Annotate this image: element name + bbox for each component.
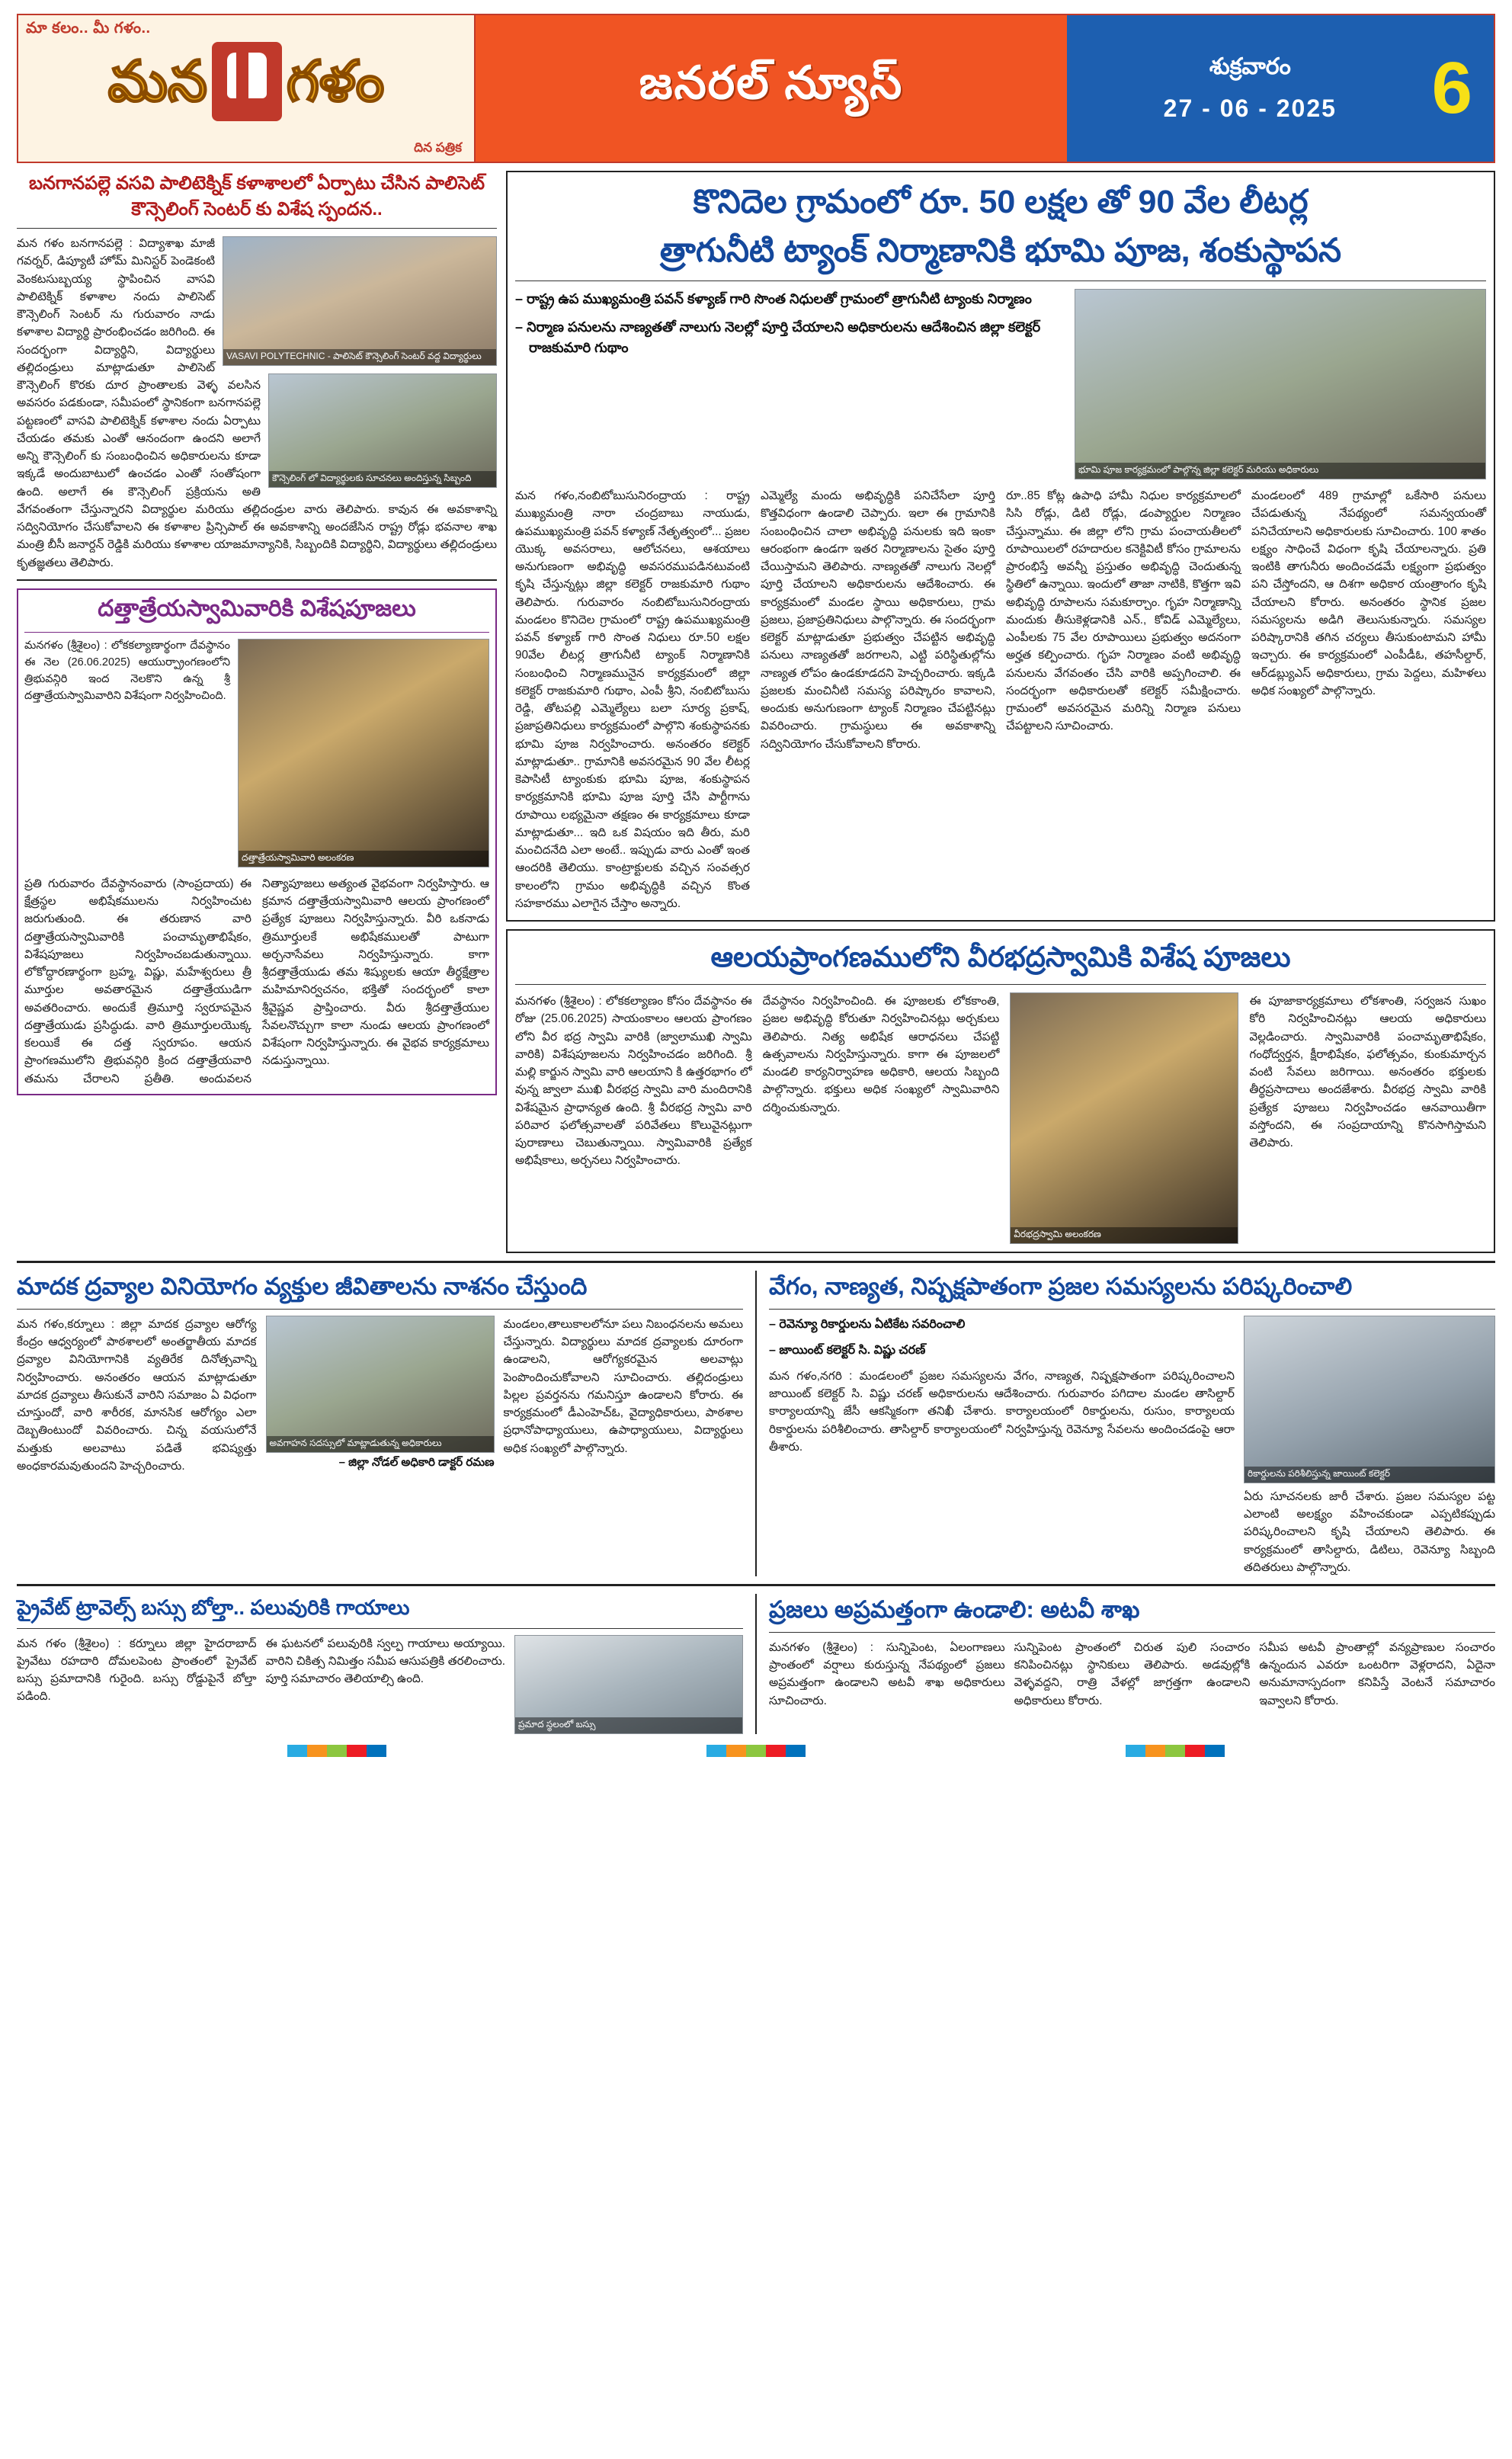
bus-photo-caption: ప్రమాద స్థలంలో బస్సు — [515, 1717, 742, 1733]
masthead — [17, 14, 1495, 163]
main-columns — [17, 171, 1495, 1253]
collector-photo-caption: రికార్డులను పరిశీలిస్తున్న జాయింట్ కలెక్టర్ — [1245, 1467, 1494, 1483]
masthead-date-block — [1067, 15, 1494, 162]
drugs-photo — [266, 1316, 495, 1453]
lower-band — [17, 1271, 1495, 1576]
masthead-logo — [26, 42, 466, 121]
veerabhadra-photo — [1010, 992, 1238, 1244]
drugs-signature: – జిల్లా నోడల్ అధికారి డాక్టర్ రమణ — [338, 1455, 495, 1469]
tank-body-col3: రూ..85 కోట్ల ఉపాధి హామీ నిధుల కార్యక్రమాలలో సిసి రోడ్లు, డిటి రోడ్లు, డంప్యార్డుల నిర్మాణం చేస్తున్నాము. ఈ జిల్లా లోని గ్రామ పంచాయతీలలో రూపాయిలలో రహదారుల కనెక్టివిటీ కోసం గ్రామాలను ప్రారంభిస్తే అవన్నీ ప్రస్తుతం అభివృద్ధి చెందుతున్న స్థితిలో ఉన్నాయి. ఇందులో తాజా నాటికి, కొత్తగా ఇవి అభివృద్ధి రూపాలను సమకూర్చాం. గృహ నిర్మాణాన్ని మందుకు తీసుకెళ్లడానికి ఎన్., కోవిడ్ ఎమ్మెల్యేలు, ఎంపీలకు 75 వేల రూపాయిలు ప్రభుత్వం అదనంగా అర్హత కల్పించారు. గృహ నిర్మాణం వంటి అభివృద్ధి పనులను వేగవంతం చేసి వారికి అప్పగించాలి. ఈ సందర్భంగా అధికారులతో కలెక్టర్ సమీక్షించారు. గ్రామంలో అవసరమైన మరిన్ని నిర్మాణ పనులు చేపట్టాలని సూచించారు. — [1006, 489, 1241, 733]
bottom-band — [17, 1594, 1495, 1733]
veerabhadra-photo-caption: వీరభద్రస్వామి అలంకరణ — [1011, 1227, 1238, 1243]
polytechnic-headline: బనగానపల్లె వసవి పాలిటెక్నిక్ కళాశాలలో ఏర్పాటు చేసిన పాలిసెట్ కౌన్సెలింగ్ సెంటర్ కు విశేష స్పందన.. — [29, 173, 485, 220]
page-number: 6 — [1431, 47, 1472, 129]
tank-body-col1: మన గళం,నంబిటోబుసునిరంద్రాయ : రాష్ట్ర ముఖ్యమంత్రి నారా చంద్రబాబు నాయుడు, ఉపముఖ్యమంత్రి పవన్ కళ్యాణ్ నేతృత్వంలో... ప్రజల యొక్క అవసరాలు, ఆలోచనలు, ఆశయాలు అనుగుణంగా అభివృద్ధి అవసరముపడినటువంటి కృషి చేస్తున్నట్లు జిల్లా కలెక్టర్ రాజకుమారి గుథాం తెలిపారు. గురువారం నంబిటోబుసునిరంద్రాయ మండలం కొనిదెల గ్రామంలో రాష్ట్ర ఉపముఖ్యమంత్రి పవన్ కళ్యాణ్ గారి సొంత నిధులు రూ.50 లక్షల 90వేల లీటర్ల త్రాగునీటి ట్యాంక్ నిర్మాణానికి సంబంధించి నిర్మాణమునైన కార్యక్రమంలో జిల్లా కలెక్టర్ రాజకుమారి గుథాం, ఎంపీ శ్రీని, నంబిటోబుసు రెడ్డి, తోటపల్లి ఎమ్మెల్యేలు బలా సూర్య ప్రకాష్, ప్రజాప్రతినిధులు కార్యక్రమంలో పాల్గొని శంకుస్థాపనకు భూమి పూజ నిర్వహించారు. అనంతరం కలెక్టర్ మాట్లాడుతూ.. గ్రామానికి అవసరమైన 90 వేల లీటర్ల కెపాసిటీ ట్యాంకుకు భూమి పూజ, శంకుస్థాపన కార్యక్రమానికి భూమి పూజ పూర్తి చేసి పార్టీగాను రూపాయి లభ్యమైనా తక్షణం ఈ కార్యక్రమాలు కూడా మాట్లాడుతూ... ఇది ఒక విషయం ఇది తీరు, మరి మంచిదనేది ఎలా అంటే.. ఇప్పుడు వారు ఎంతో ఇంత ఆందరికి తెలియు. కాంట్రాక్టులకు వచ్చిన సంవత్సర కాలంలోని గ్రామం అభివృద్ధికి వచ్చిన కొంత సహకారము ఎలాగైన చేస్తాం అన్నారు. — [515, 489, 750, 910]
tank-headline-line2: త్రాగునీటి ట్యాంక్ నిర్మాణానికి భూమి పూజ, శంకుస్థాపన — [659, 232, 1342, 270]
polytechnic-photo-2-caption: కౌన్సెలింగ్ లో విద్యార్థులకు సూచనలు అందిస్తున్న సిబ్బంది — [269, 471, 496, 487]
story-water-tank — [506, 171, 1495, 922]
collector-body-col2: ఏరు సూచనలకు జారీ చేశారు. ప్రజల సమస్యల పట్ట ఎలాంటి అలక్ష్యం వహించకుండా ఎప్పటికప్పుడు పరిష్కరించాలని కృషి చేయాలని తెలిపారు. ఈ కార్యక్రమంలో తాసిల్దారు, డిటిలు, రెవెన్యూ సిబ్బంది తదితరులు పాల్గొన్నారు. — [1244, 1489, 1495, 1574]
polytechnic-photo-1-caption: VASAVI POLYTECHNIC - పాలిసెట్ కౌన్సెలింగ్ సెంటర్ వద్ద విద్యార్థులు — [223, 349, 496, 365]
forest-body-col3: సమీప అటవీ ప్రాంతాల్లో వన్యప్రాణుల సంచారం ఉన్నందున ఎవరూ ఒంటరిగా వెళ్లరాదని, ఏదైనా అనుమానాస్పదంగా కనిపిస్తే వెంటనే సమాచారం ఇవ్వాలని కోరారు. — [1259, 1640, 1496, 1707]
story-dattatreya — [17, 588, 497, 1095]
collector-bullet-2: – జాయింట్ కలెక్టర్ సి. విష్ణు చరణ్ — [769, 1343, 926, 1357]
collector-bullets — [769, 1316, 1235, 1360]
veerabhadra-body-col2: దేవస్థానం నిర్వహించింది. ఈ పూజలకు లోకకాంతి, ప్రజల అభివృద్ధి కోరుతూ నిర్వహించినట్లు అర్చకులు తెలిపారు. నిత్య అభిషేక ఆరాధనలు చేపట్టి ఉత్సవాలను నిర్వహిస్తున్నారు. కాగా ఈ పూజలలో మండలి కార్యనిర్వాహణ అధికారి, ఆలయ సిబ్బంది పాల్గొన్నారు. భక్తులు అధిక సంఖ్యలో స్వామివారిని దర్శించుకున్నారు. — [762, 995, 1000, 1114]
forest-body-col2: సున్నిపెంట ప్రాంతంలో చిరుత పులి సంచారం కనిపించినట్లు స్థానికులు తెలిపారు. అడవుల్లోకి వెళ్ళవద్దని, రాత్రి వేళల్లో జాగ్రత్తగా ఉండాలని అధికారులు కోరారు. — [1014, 1640, 1251, 1707]
masthead-day: శుక్రవారం — [1209, 54, 1291, 79]
forest-headline: ప్రజలు అప్రమత్తంగా ఉండాలి: అటవీ శాఖ — [769, 1596, 1140, 1624]
drugs-headline: మాదక ద్రవ్యాల వినియోగం వ్యక్తుల జీవితాలను నాశనం చేస్తుంది — [17, 1273, 588, 1300]
drugs-body-col1: మన గళం,కర్నూలు : జిల్లా మాదక ద్రవ్యాల ఆరోగ్య కేంద్రం ఆధ్వర్యంలో పాఠశాలలో అంతర్జాతీయ మాదక ద్రవ్యాల వినియోగానికి వ్యతిరేక దినోత్సవాన్ని నిర్వహించారు. అనంతరం ఆయన మాట్లాడుతూ మాదక ద్రవ్యాలు తీసుకునే వారిని సమాజం ఏ విధంగా చూస్తుందో, వారి శారీరక, మానసిక ఆరోగ్యం ఎలా దెబ్బతింటుందో వివరించారు. చిన్న వయసులోనే మత్తుకు అలవాటు పడితే భవిష్యత్తు అంధకారమవుతుందని హెచ్చరించారు. — [17, 1317, 257, 1473]
polytechnic-photo-1 — [223, 236, 497, 366]
dattatreya-headline: దత్తాత్రేయస్వామివారికి విశేషపూజలు — [98, 595, 416, 621]
tank-body-col2: ఎమ్మెల్యే మందు అభివృద్ధికి పనిచేసేలా పూర్తి కొత్తవిధంగా ఉండాలి చెప్పారు. ఇలా ఈ గ్రామానికి సంబంధించిన చాలా అభివృద్ధి పనులకు ఇది ఇంకా ఆరంభంగా ఉండగా ఇతర నిర్మాణాలను సైతం పూర్తి చేయిస్తామని తెలిపారు. నాణ్యతతో నాలుగు నెలల్లో పూర్తి చేయాలని అధికారులను ఆదేశించారు. ఈ కార్యక్రమంలో మండల స్థాయి అధికారులు, గ్రామ ప్రజలు, ప్రజాప్రతినిధులు పాల్గొన్నారు. ఈ సందర్భంగా కలెక్టర్ మాట్లాడుతూ ప్రభుత్వం చేపట్టిన అభివృద్ధి పనులు నాణ్యతతో జరగాలని, ఎట్టి పరిస్థితుల్లోను నాణ్యత లోపం ఉండకూడదని హెచ్చరించారు. ఇక్కడి ప్రజలకు మంచినీటి సమస్య పరిష్కారం కావాలని, అందుకు అనుగుణంగా ట్యాంక్ నిర్మాణం చేపట్టినట్లు వివరించారు. గ్రామస్థులు ఈ అవకాశాన్ని సద్వినియోగం చేసుకోవాలని కోరారు. — [761, 489, 995, 751]
section-title: జనరల్ న్యూస్ — [639, 57, 904, 108]
tank-bullet-1: – రాష్ట్ర ఉప ముఖ్యమంత్రి పవన్ కళ్యాణ్ గారి సొంత నిధులతో గ్రామంలో త్రాగునీటి ట్యాంకు నిర్మాణం — [515, 291, 1032, 307]
fist-icon — [212, 42, 282, 121]
masthead-section-title-block — [476, 15, 1067, 162]
logo-word-galam: గళం — [286, 50, 385, 113]
masthead-logo-block — [18, 15, 476, 162]
tank-headline-line1: కొనిదెల గ్రామంలో రూ. 50 లక్షల తో 90 వేల లీటర్ల — [693, 184, 1309, 220]
masthead-date: 27 - 06 - 2025 — [1163, 95, 1337, 122]
polytechnic-photo-2 — [268, 373, 497, 488]
collector-headline: వేగం, నాణ్యత, నిష్పక్షపాతంగా ప్రజల సమస్యలను పరిష్కరించాలి — [769, 1273, 1353, 1300]
tank-bullets — [515, 289, 1064, 358]
drugs-photo-caption: అవగాహన సదస్సులో మాట్లాడుతున్న అధికారులు — [267, 1436, 494, 1452]
veerabhadra-headline: ఆలయప్రాంగణములోని వీరభద్రస్వామికి విశేష పూజలు — [710, 941, 1291, 973]
collector-body-col1: మన గళం,నగరి : మండలంలో ప్రజల సమస్యలను వేగం, నాణ్యత, నిష్పక్షపాతంగా పరిష్కరించాలని జాయింట్ కలెక్టర్ సి. విష్ణు చరణ్ అధికారులను ఆదేశించారు. గురువారం పగిదాల మండల తాసిల్దార్ కార్యాలయాన్ని జేసీ ఆకస్మికంగా తనిఖీ చేశారు. కార్యాలయంలో రికార్డులను, రుసుం, కార్యాలయ రికార్డులను పరిశీలించారు. తాసిల్దార్ కార్యాలయంలో నిర్వహిస్తున్న రెవెన్యూ సేవలను అందించడంపై ఆరా తీశారు. — [769, 1369, 1235, 1454]
swatch-group-right — [1126, 1745, 1225, 1757]
dattatreya-photo — [238, 639, 489, 867]
story-polytechnic — [17, 171, 497, 572]
swatch-group-left — [287, 1745, 386, 1757]
logo-word-mana: మన — [107, 50, 207, 113]
masthead-subtitle: దిన పత్రిక — [414, 140, 462, 155]
collector-photo — [1244, 1316, 1495, 1483]
tank-body-col4: మండలంలో 489 గ్రామాల్లో ఒకేసారి పనులు చేపడుతున్న నేపథ్యంలో సమన్వయంతో పనిచేయాలని అధికారులకు సూచించారు. 100 శాతం లక్ష్యం సాధించే విధంగా కృషి చేయాలన్నారు. ప్రతి ఇంటికి తాగునీరు అందించడమే లక్ష్యంగా ప్రభుత్వం పని చేస్తోందని, ఆ దిశగా అధికార యంత్రాంగం కృషి చేయాలని కోరారు. అనంతరం స్థానిక ప్రజల సమస్యలను అడిగి తెలుసుకున్నారు. సమస్యల పరిష్కారానికి తగిన చర్యలు తీసుకుంటామని హామీ ఇచ్చారు. ఈ కార్యక్రమంలో ఎంపీడీఓ, తహసీల్దార్, ఆర్‌డబ్ల్యుఎస్ అధికారులు, గ్రామ పెద్దలు, మహిళలు అధిక సంఖ్యలో పాల్గొన్నారు. — [1251, 489, 1486, 697]
collector-bullet-1: – రెవెన్యూ రికార్డులను ఏటికేట సవరించాలి — [769, 1317, 966, 1331]
footer-color-bars — [17, 1745, 1495, 1762]
bus-photo — [514, 1635, 743, 1734]
veerabhadra-body-col3: ఈ పూజాకార్యక్రమాలు లోకశాంతి, సర్వజన సుఖం కోరి నిర్వహించినట్లు ఆలయ అధికారులు వెల్లడించారు. స్వామివారికి పంచామృతాభిషేకం, గంధోద్వర్తన, క్షీరాభిషేకం, ఫలోత్సవం, కుంకుమార్చన వంటి సేవలు జరిగాయి. అనంతరం భక్తులకు తీర్థప్రసాదాలు అందజేశారు. వీరభద్ర స్వామి వారికి ప్రత్యేక పూజలు నిర్వహించడం ఆనవాయితీగా వస్తోందని, ఈ సంప్రదాయాన్ని కొనసాగిస్తామని తెలిపారు. — [1249, 995, 1487, 1150]
bus-headline: ప్రైవేట్ ట్రావెల్స్ బస్సు బోల్తా.. పలువురికి గాయాలు — [17, 1596, 410, 1620]
dattatreya-dateline: మనగళం (శ్రీశైలం) : లోకకల్యాణార్థంగా దేవస్థానం ఈ నెల (26.06.2025) ఆయుర్ప్రాంగణంలోని త్రిభువన్గిరి ఇంద నెలకొని ఉన్న శ్రీ దత్తాత్రేయస్వామివారిని విశేషంగా నిర్వహించింది. — [24, 639, 230, 703]
story-bus — [17, 1594, 743, 1733]
bus-body-col1: మన గళం (శ్రీశైలం) : కర్నూలు జిల్లా హైదరాబాద్ ప్రైవేటు రహదారి దోమలపెంట ప్రాంతంలో ప్రైవేట్ బస్సు ప్రమాదానికి గురైంది. బస్సు రోడ్డుపైనే బోల్తా పడింది. — [17, 1637, 257, 1704]
forest-body-col1: మనగళం (శ్రీశైలం) : సున్నిపెంట, ఏలంగాణలు ప్రాంతంలో వర్షాలు కురుస్తున్న నేపథ్యంలో ప్రజలు అప్రమత్తంగా ఉండాలని అటవీ శాఖ అధికారులు సూచించారు. — [769, 1640, 1005, 1707]
tank-photo — [1075, 289, 1486, 479]
dattatreya-body: ప్రతి గురువారం దేవస్థానంవారు (సాంప్రదాయ) ఈ క్షేత్రస్థల అభిషేకములను నిర్వహించుట జరుగుతుంది. ఈ తరుణాన వారి దత్తాత్రేయస్వామివారికి పంచామృతాభిషేకం, విశేషపూజలు నిర్వహించబడుతున్నాయి. లోకోద్ధారణార్థంగా బ్రహ్మ, విష్ణు, మహేశ్వరులు త్రీ మూర్తుల అవతారమైన దత్తాత్రేయుడిగా అవతరించారు. అందుకే త్రిమూర్తి స్వరూపమైన దత్తాత్రేయుడు ప్రసిద్ధుడు. వారి త్రిమూర్తులయొక్క కలయికే ఈ దత్త స్వరూపం. ఆయన ప్రాంగణములోని త్రిభువన్గిరి క్రింద దత్తాత్రేయవారి తమను చేరాలని ప్రతీతి. అందువలన నిత్యాపూజలు అత్యంత వైభవంగా నిర్వహిస్తారు. ఆ క్రమాన దత్తాత్రేయస్వామివారి ఆలయ ప్రాంగణంలో ప్రత్యేక పూజలు నిర్వహిస్తున్నారు. వీరి ఒకనాడు త్రిమూర్తులకే అభిషేకములతో పాటుగా అర్చనాసేవలు నిర్వహిస్తున్నారు. కాగా శ్రీదత్తాత్రేయుడు తమ శిష్యులకు ఆయా తీర్థక్షేత్రాల మహిమానిర్వచనం, భక్తితో సందర్భంలో కాలా శ్రీవైష్ణవ ప్రాప్తించారు. వీరు శ్రీదత్తాత్రేయుల సేవలనొచ్చుగా కాలా నుండు ఆలయ ప్రాంగణంలో విశేషంగా నిర్వహిస్తున్నారు. ఈ వైభవ కార్యక్రమాలు నడుస్తున్నాయి. — [24, 877, 489, 1085]
masthead-tagline: మా కలం.. మీ గళం.. — [26, 20, 151, 37]
tank-bullet-2: – నిర్మాణ పనులను నాణ్యతతో నాలుగు నెలల్లో పూర్తి చేయాలని అధికారులను ఆదేశించిన జిల్లా కలెక్టర్ రాజకుమారి గుథాం — [515, 319, 1041, 356]
story-collector — [769, 1271, 1495, 1576]
right-column — [506, 171, 1495, 1253]
bus-body-col2: ఈ ఘటనలో పలువురికి స్వల్ప గాయాలు అయ్యాయి. వారిని చికిత్స నిమిత్తం సమీప ఆసుపత్రికి తరలించారు. పూర్తి సమాచారం తెలియాల్సి ఉంది. — [265, 1637, 505, 1686]
polytechnic-body: మన గళం బనగానపల్లె : విద్యాశాఖ మాజీ గవర్నర్, డిప్యూటీ హోమ్ మినిస్టర్ పెండెకంటి వెంకటసుబ్బయ్య స్థాపించిన వాసవి పాలిటెక్నిక్ కళాశాల నందు పాలిసెట్ కౌన్సెలింగ్ సెంటర్ ను గురువారం నాడు కళాశాల విద్యార్థి ప్రారంభించడం జరిగింది. ఈ సందర్భంగా విద్యార్థిని, విద్యార్థులు తల్లిదండ్రులు మాట్లాడుతూ పాలిసెట్ కౌన్సెలింగ్ కొరకు దూర ప్రాంతాలకు వెళ్ళ వలసిన అవసరం పడకుండా, సమీపంలో స్థానికంగా బనగానపల్లె పట్టణంలో వాసవి పాలిటెక్నిక్ కళాశాల నందు ఏర్పాటు చేయడం తమకు ఎంతో ఆనందంగా ఉందని అలాగే అన్ని కౌన్సెలింగ్ కు సంబంధించిన అధికారులను కూడా ఇక్కడే అందుబాటులో ఉంచడం ఎంతో సంతోషంగా ఉంది. అలాగే ఈ కౌన్సెలింగ్ ప్రక్రియను అతి వేగవంతంగా చేస్తున్నారని విద్యార్థుల మరియు తల్లిదండ్రుల వారు తెలిపారు. కావున ఈ అవకాశాన్ని సద్వినియోగం చేసుకోవాలని ఈ కళాశాల ప్రిన్సిపాల్ ఈ అవకాశాన్ని అందజేసిన రాష్ట్ర రోడ్లు భవనాల శాఖ మంత్రి బీసీ జనార్దన్ రెడ్డికి మరియు కళాశాల యాజమాన్యానికి, సిబ్బందికి విద్యార్థిని, విద్యార్థులు తల్లిదండ్రులు కృతజ్ఞతలు తెలిపారు. — [17, 237, 497, 569]
story-forest — [769, 1594, 1495, 1733]
drugs-body-col2: మండలం,తాలుకాలలోనూ పలు నిబంధనలను అమలు చేస్తున్నారు. విద్యార్థులు మాదక ద్రవ్యాలకు దూరంగా ఉండాలని, ఆరోగ్యకరమైన అలవాట్లు పెంపొందించుకోవాలని సూచించారు. తల్లిదండ్రులు పిల్లల ప్రవర్తనను గమనిస్తూ ఉండాలని కోరారు. ఈ కార్యక్రమంలో డీఎంహెచ్ఓ, వైద్యాధికారులు, పాఠశాల ప్రధానోపాధ్యాయులు, ఉపాధ్యాయులు, విద్యార్థులు అధిక సంఖ్యలో పాల్గొన్నారు. — [503, 1317, 743, 1455]
dattatreya-photo-caption: దత్తాత్రేయస్వామివారి అలంకరణ — [239, 851, 489, 867]
veerabhadra-body-col1: మనగళం (శ్రీశైలం) : లోకకల్యాణం కోసం దేవస్థానం ఈ రోజు (25.06.2025) సాయంకాలం ఆలయ ప్రాంగణం లోని వీర భద్ర స్వామి వారికి (జ్వాలాముఖి స్వామి వారికి) విశేషపూజలను నిర్వహించడం జరిగింది. శ్రీ మల్లి కార్జున స్వామి వారి ఆలయాని కి ఉత్తరభాగం లో వున్న జ్వాలా ముఖి వీరభద్ర స్వామి వారి మందిరానికి విశేషమైన ప్రాధాన్యత ఉంది. శ్రీ వీరభద్ర స్వామి వారి పరివార ఫలోత్సవాలతో పరివేతలు కొలువైనట్లుగా పురాణాలు చెబుతున్నాయి. స్వామివారికి ప్రత్యేక అభిషేకాలు, అర్చనలు నిర్వహించారు. — [515, 995, 752, 1168]
left-column — [17, 171, 497, 1253]
tank-photo-caption: భూమి పూజ కార్యక్రమంలో పాల్గొన్న జిల్లా కలెక్టర్ మరియు అధికారులు — [1075, 463, 1485, 479]
swatch-group-center — [706, 1745, 806, 1757]
story-drugs — [17, 1271, 743, 1576]
story-veerabhadra — [506, 929, 1495, 1253]
